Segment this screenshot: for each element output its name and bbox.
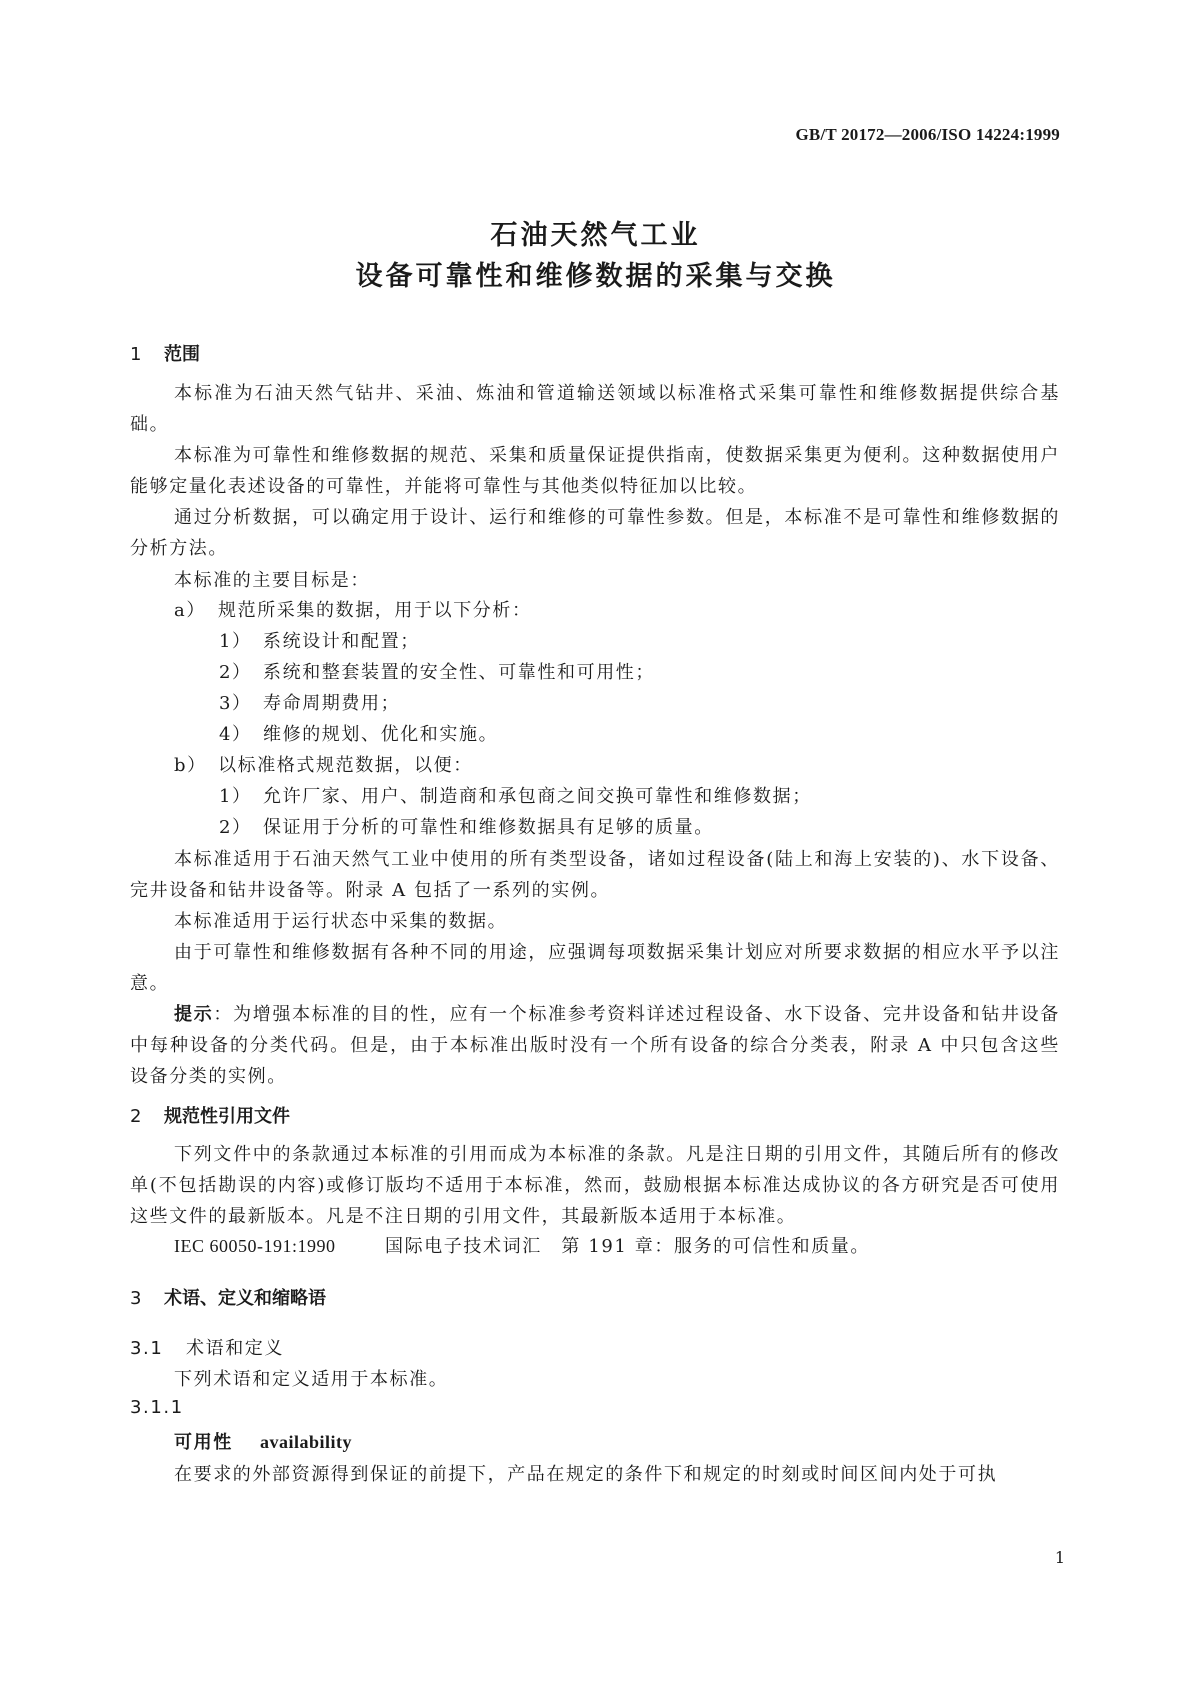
list-label: 4） [219,724,252,745]
list-item-a-3 [219,689,400,715]
section-number: 1 [130,344,142,365]
list-text: 系统设计和配置； [263,631,420,652]
title-line-2: 设备可靠性和维修数据的采集与交换 [355,261,836,292]
term-english: availability [260,1432,353,1452]
section-title: 规范性引用文件 [164,1106,290,1127]
list-text: 规范所采集的数据，用于以下分析： [218,600,532,621]
list-item-b-1 [219,782,812,808]
term-entry [174,1428,352,1454]
list-label: a） [174,600,206,621]
scope-paragraph-3: 通过分析数据，可以确定用于设计、运行和维修的可靠性参数。但是，本标准不是可靠性和维修数据的分析方法。 [130,507,1060,559]
list-text: 系统和整套装置的安全性、可靠性和可用性； [263,662,655,683]
objectives-intro: 本标准的主要目标是： [174,570,370,591]
list-item-a-4 [219,720,498,746]
scope-note [130,999,1060,1092]
list-label: b） [174,755,207,776]
reference-number: IEC 60050-191:1990 [174,1236,336,1256]
section-1-heading [130,340,200,366]
list-label: 1） [219,631,252,652]
section-title: 术语、定义和缩略语 [164,1288,326,1309]
standard-number-header: GB/T 20172—2006/ISO 14224:1999 [795,125,1060,144]
section-number: 3.1 [130,1338,164,1359]
list-text: 寿命周期费用； [263,693,401,714]
section-title: 范围 [164,344,200,365]
refs-paragraph-1: 下列文件中的条款通过本标准的引用而成为本标准的条款。凡是注日期的引用文件，其随后所有的修改单(不包括勘误的内容)或修订版均不适用于本标准，然而，鼓励根据本标准达成协议的各方研究是否可使用这些文件的最新版本。凡是不注日期的引用文件，其最新版本适用于本标准。 [130,1144,1060,1227]
reference-title: 国际电子技术词汇 第 191 章：服务的可信性和质量。 [385,1236,870,1257]
list-label: 2） [219,662,252,683]
list-item-b-2 [219,813,714,839]
terms-intro: 下列术语和定义适用于本标准。 [174,1369,449,1390]
scope-paragraph-5: 本标准适用于运行状态中采集的数据。 [174,911,508,932]
list-label: 2） [219,817,252,838]
list-item-a [174,596,532,622]
note-text: ：为增强本标准的目的性，应有一个标准参考资料详述过程设备、水下设备、完井设备和钻井设备中每种设备的分类代码。但是，由于本标准出版时没有一个所有设备的综合分类表，附录 A 中只包含这些设备分类的实例。 [130,1004,1061,1087]
list-label: 3） [219,693,252,714]
term-definition: 在要求的外部资源得到保证的前提下，产品在规定的条件下和规定的时刻或时间区间内处于可执 [174,1464,998,1485]
list-item-a-1 [219,627,420,653]
list-text: 保证用于分析的可靠性和维修数据具有足够的质量。 [263,817,714,838]
term-chinese: 可用性 [174,1432,233,1453]
scope-paragraph-1: 本标准为石油天然气钻井、采油、炼油和管道输送领域以标准格式采集可靠性和维修数据提供综合基础。 [130,383,1060,435]
reference-entry [174,1232,870,1258]
list-text: 维修的规划、优化和实施。 [263,724,499,745]
list-item-b [174,751,473,777]
section-number: 2 [130,1106,142,1127]
list-text: 允许厂家、用户、制造商和承包商之间交换可靠性和维修数据； [263,786,812,807]
section-2-heading [130,1102,290,1128]
page-number: 1 [1054,1548,1065,1567]
scope-paragraph-4: 本标准适用于石油天然气工业中使用的所有类型设备，诸如过程设备(陆上和海上安装的)、水下设备、完井设备和钻井设备等。附录 A 包括了一系列的实例。 [130,849,1060,901]
list-item-a-2 [219,658,655,684]
scope-paragraph-6: 由于可靠性和维修数据有各种不同的用途，应强调每项数据采集计划应对所要求数据的相应水平予以注意。 [130,942,1060,994]
note-label: 提示 [174,1004,214,1025]
scope-paragraph-2: 本标准为可靠性和维修数据的规范、采集和质量保证提供指南，使数据采集更为便利。这种数据使用户能够定量化表述设备的可靠性，并能将可靠性与其他类似特征加以比较。 [130,445,1060,497]
list-text: 以标准格式规范数据，以便： [218,755,473,776]
title-line-1: 石油天然气工业 [490,220,701,251]
section-title: 术语和定义 [186,1338,284,1359]
section-3-heading [130,1284,326,1310]
section-3-1-heading [130,1334,284,1360]
section-number: 3 [130,1288,142,1309]
section-3-1-1-number: 3.1.1 [130,1397,184,1418]
list-label: 1） [219,786,252,807]
